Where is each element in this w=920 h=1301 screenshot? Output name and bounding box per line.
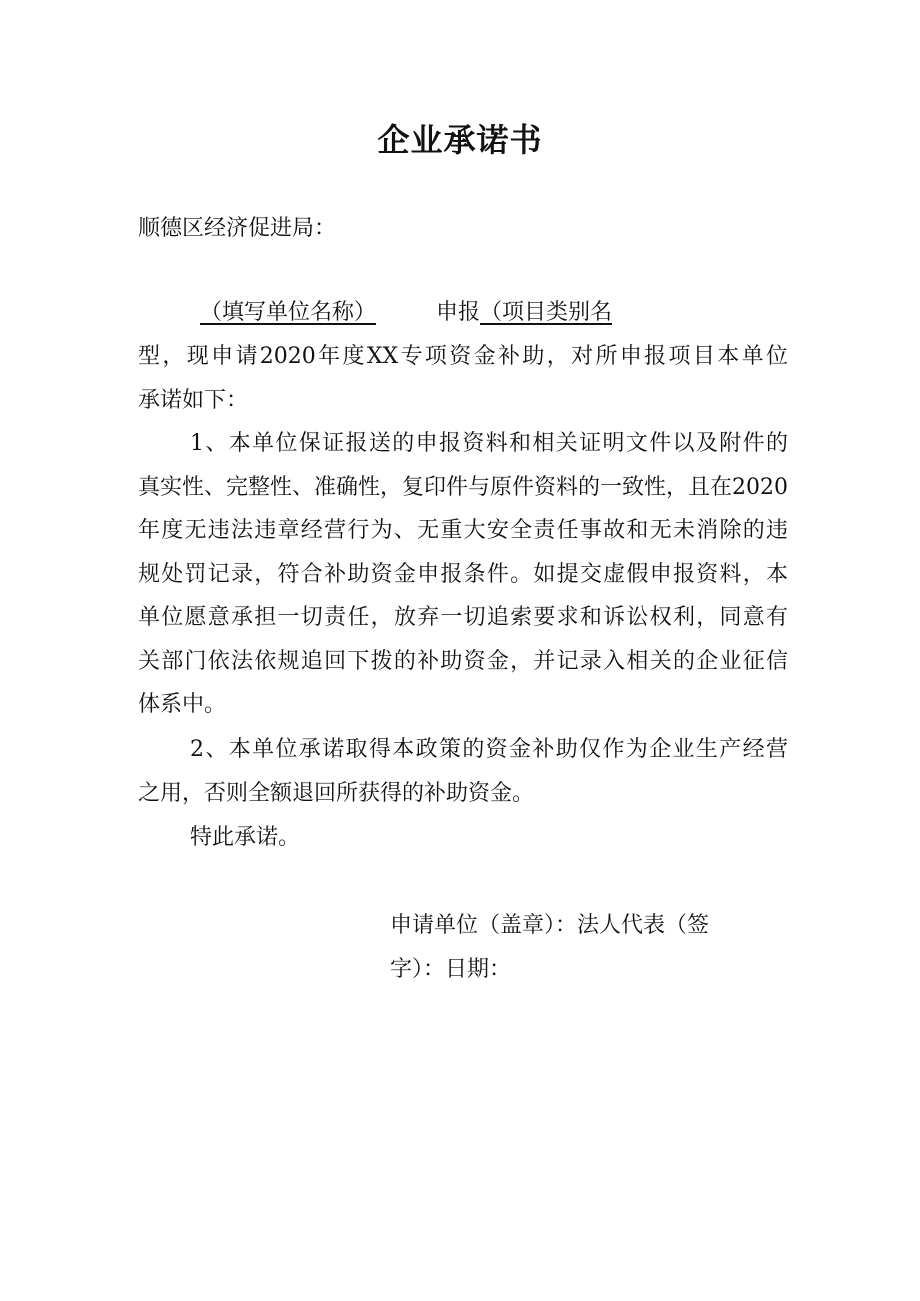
closing-statement: 特此承诺。 <box>190 825 301 850</box>
clause1-line: 真实性、完整性、准确性，复印件与原件资料的一致性，且在2020 <box>138 475 788 500</box>
intro-line-2: 型，现申请2020年度XX专项资金补助，对所申报项目本单位 <box>138 344 788 369</box>
clause2-line: 2、本单位承诺取得本政策的资金补助仅作为企业生产经营 <box>190 737 788 762</box>
signature-line-1: 申请单位（盖章）：法人代表（签 <box>390 913 710 938</box>
clause1-line: 关部门依法依规追回下拨的补助资金，并记录入相关的企业征信 <box>138 649 788 674</box>
project-category-placeholder: （项目类别名 <box>480 300 613 325</box>
clause2-line: 之用，否则全额退回所获得的补助资金。 <box>138 781 535 806</box>
clause1-line: 年度无违法违章经营行为、无重大安全责任事故和无未消除的违 <box>138 518 788 543</box>
clause1-line: 体系中。 <box>138 692 227 717</box>
apply-word: 申报 <box>436 300 481 325</box>
salutation: 顺德区经济促进局： <box>138 216 337 241</box>
company-name-placeholder: （填写单位名称） <box>200 300 377 325</box>
intro-line-3: 承诺如下： <box>138 388 249 413</box>
clause1-line: 单位愿意承担一切责任，放弃一切追索要求和诉讼权利，同意有 <box>138 605 788 630</box>
clause1-line: 1、本单位保证报送的申报资料和相关证明文件以及附件的 <box>190 431 788 456</box>
signature-line-2: 字）：日期： <box>390 957 512 982</box>
clause1-line: 规处罚记录，符合补助资金申报条件。如提交虚假申报资料，本 <box>138 562 788 587</box>
document-title: 企业承诺书 <box>377 121 543 159</box>
